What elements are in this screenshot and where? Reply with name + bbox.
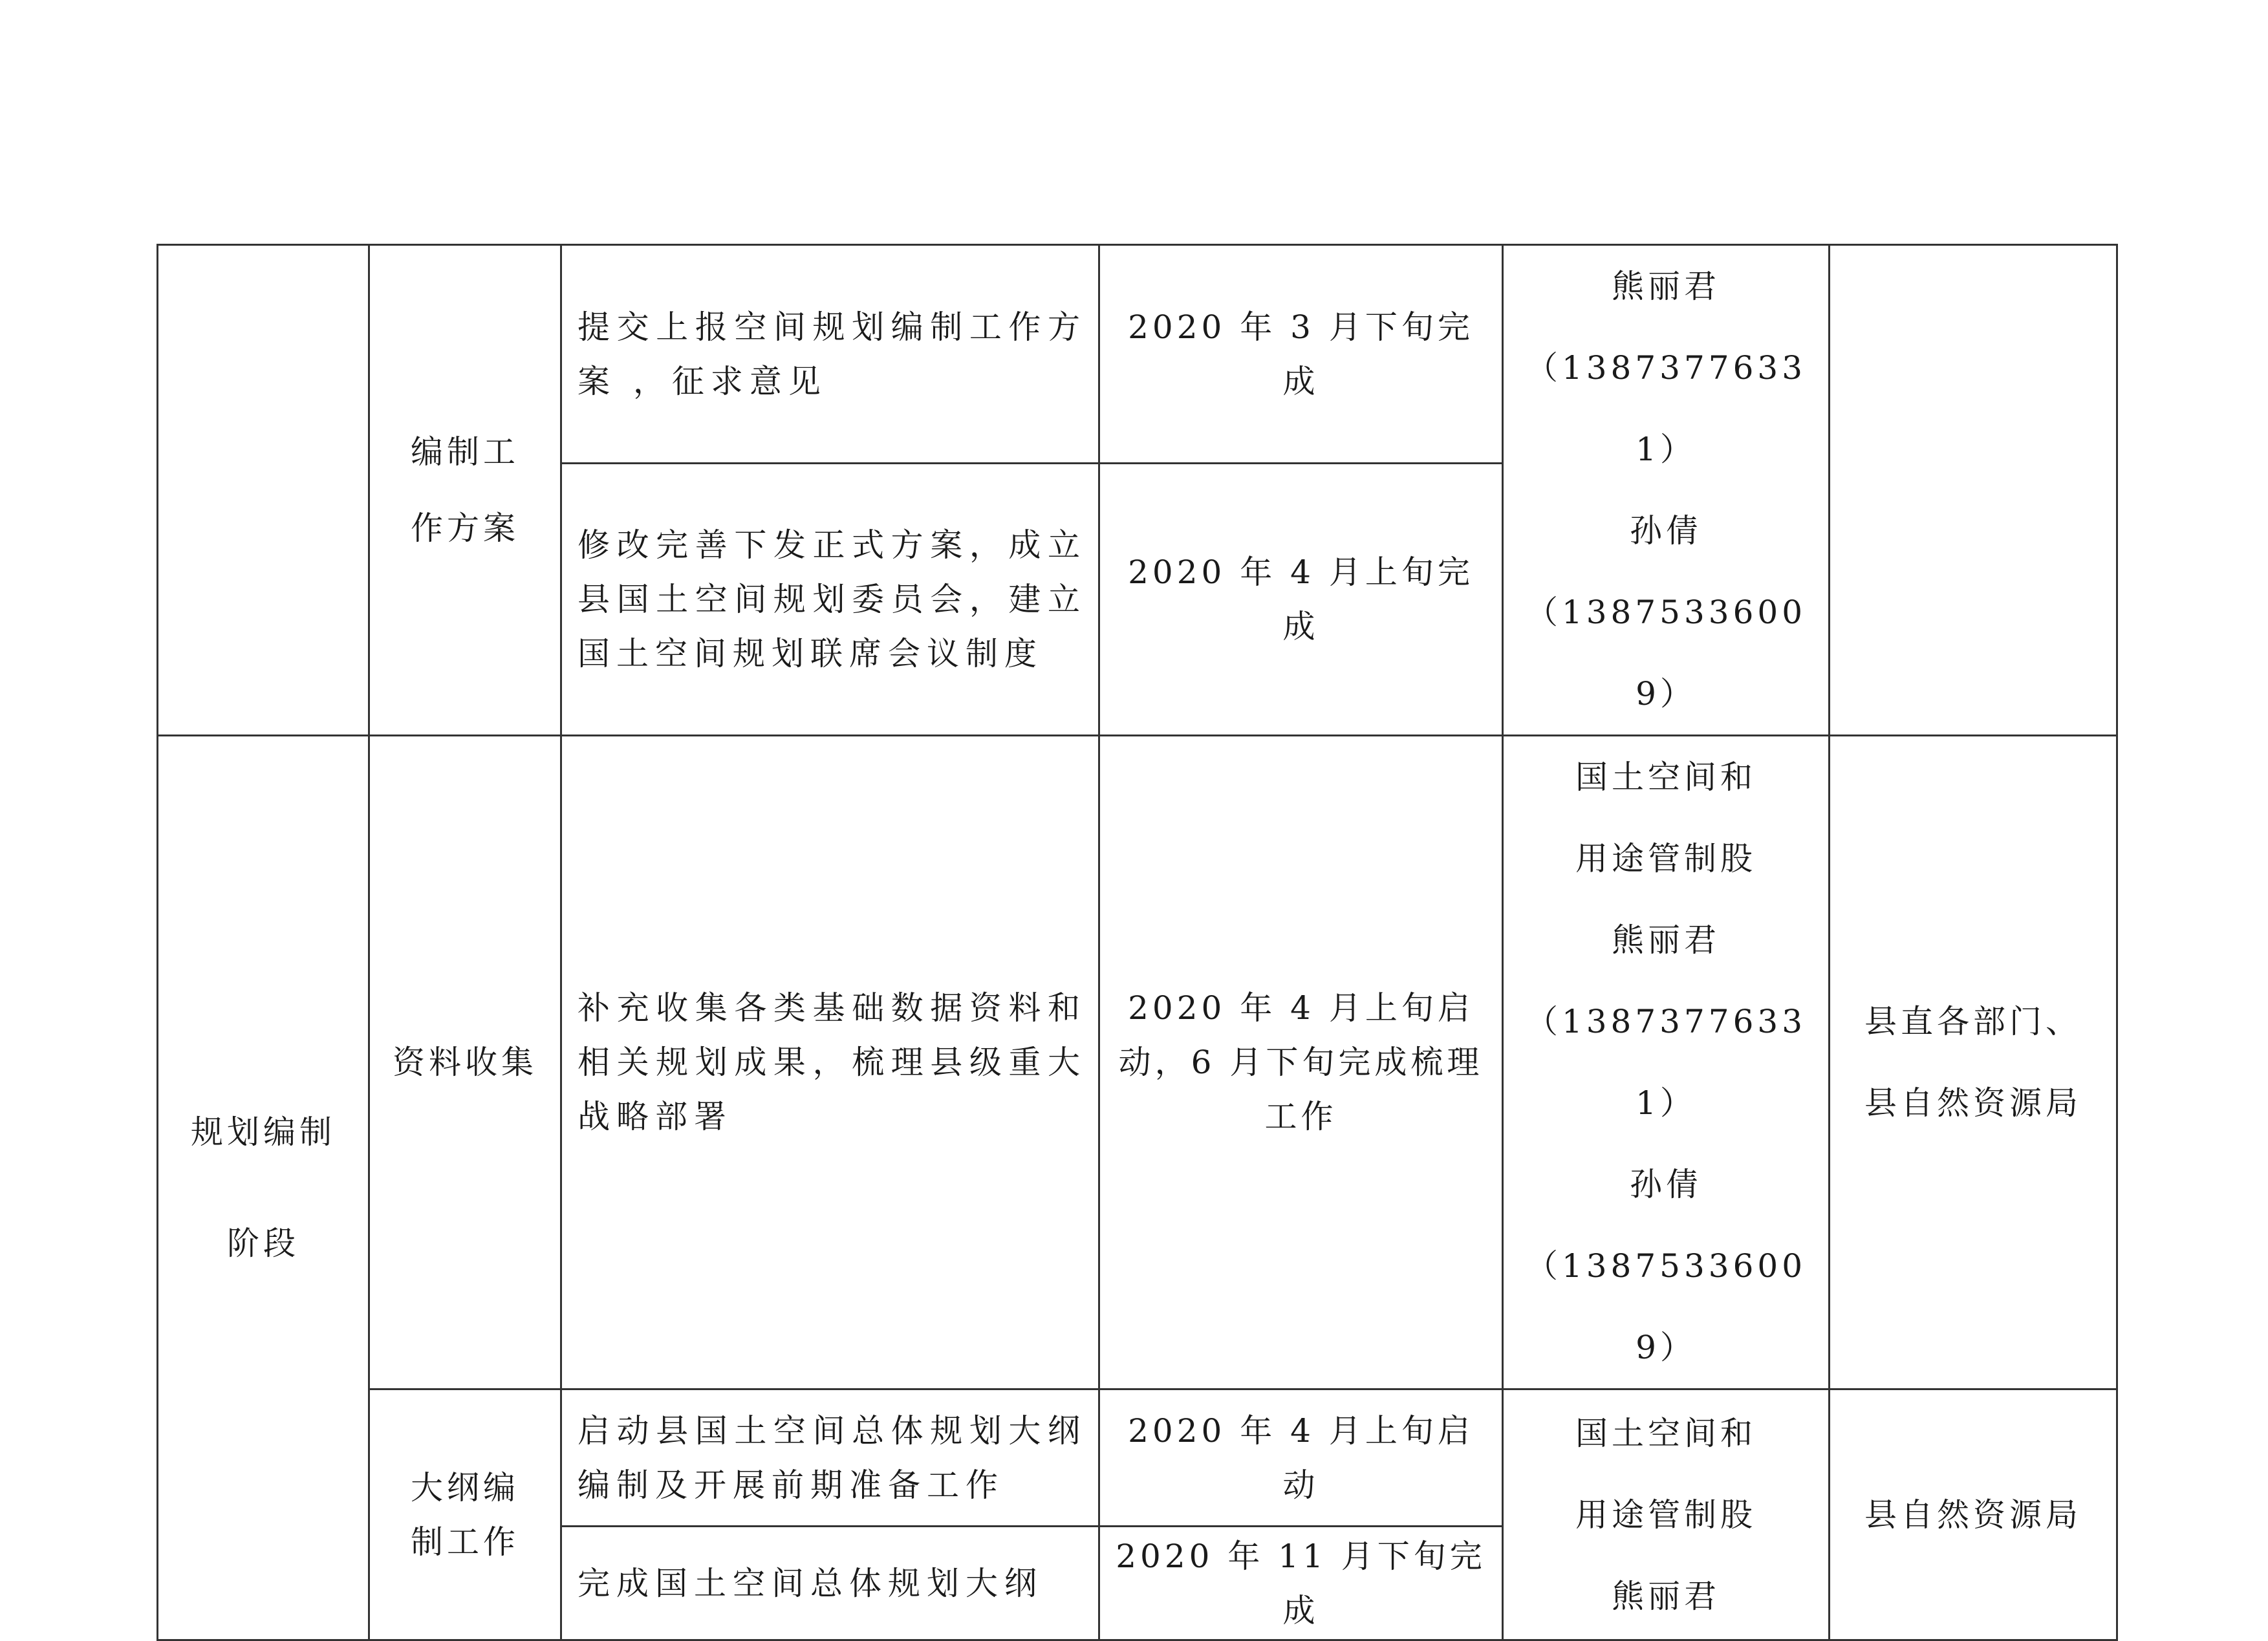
contact-line: （13875336009） bbox=[1525, 594, 1807, 713]
table-row bbox=[158, 245, 2117, 464]
unit-line: 县直各部门、 bbox=[1864, 1003, 2082, 1040]
contact-cell bbox=[1503, 245, 1830, 736]
unit-cell bbox=[1830, 736, 2117, 1389]
contact-line: 孙倩 bbox=[1630, 1166, 1702, 1203]
item-cell: 编制工作方案 bbox=[369, 245, 561, 736]
contact-line: 国土空间和 bbox=[1575, 1414, 1756, 1452]
work-plan-table bbox=[157, 244, 2118, 1641]
contact-line: 熊丽君 bbox=[1612, 1577, 1720, 1615]
task-time-cell: 2020 年 4 月上旬启动，6 月下旬完成梳理工作 bbox=[1099, 736, 1503, 1389]
unit-line: 县自然资源局 bbox=[1864, 1084, 2082, 1122]
contact-line: 熊丽君 bbox=[1612, 921, 1720, 959]
task-content-cell: 启动县国土空间总体规划大纲编制及开展前期准备工作 bbox=[561, 1389, 1099, 1527]
task-content-cell: 补充收集各类基础数据资料和相关规划成果，梳理县级重大战略部署 bbox=[561, 736, 1099, 1389]
table-row bbox=[158, 1389, 2117, 1527]
unit-line: 县自然资源局 bbox=[1864, 1496, 2082, 1534]
task-content-cell: 提交上报空间规划编制工作方案 ，征求意见 bbox=[561, 245, 1099, 464]
contact-line: （13873776331） bbox=[1525, 349, 1807, 468]
task-time-cell: 2020 年 3 月下旬完成 bbox=[1099, 245, 1503, 464]
contact-line: （13875336009） bbox=[1525, 1247, 1807, 1366]
contact-line: 熊丽君 bbox=[1612, 268, 1720, 305]
contact-line: （13873776331） bbox=[1525, 1003, 1807, 1122]
task-time-cell: 2020 年 4 月上旬启动 bbox=[1099, 1389, 1503, 1527]
contact-line: 孙倩 bbox=[1630, 512, 1702, 550]
task-time-cell: 2020 年 4 月上旬完成 bbox=[1099, 464, 1503, 736]
item-cell: 资料收集 bbox=[369, 736, 561, 1389]
item-cell: 大纲编制工作 bbox=[369, 1389, 561, 1640]
table-row bbox=[158, 736, 2117, 1389]
contact-cell bbox=[1503, 1389, 1830, 1640]
stage-cell: 规划编制阶段 bbox=[158, 736, 369, 1640]
unit-cell bbox=[1830, 1389, 2117, 1640]
contact-line: 用途管制股 bbox=[1575, 1496, 1756, 1534]
task-content-cell: 完成国土空间总体规划大纲 bbox=[561, 1527, 1099, 1640]
task-content-cell: 修改完善下发正式方案，成立县国土空间规划委员会，建立国土空间规划联席会议制度 bbox=[561, 464, 1099, 736]
unit-cell-empty bbox=[1830, 245, 2117, 736]
contact-line: 用途管制股 bbox=[1575, 840, 1756, 877]
task-time-cell: 2020 年 11 月下旬完成 bbox=[1099, 1527, 1503, 1640]
contact-cell bbox=[1503, 736, 1830, 1389]
contact-line: 国土空间和 bbox=[1575, 758, 1756, 796]
stage-cell-empty bbox=[158, 245, 369, 736]
